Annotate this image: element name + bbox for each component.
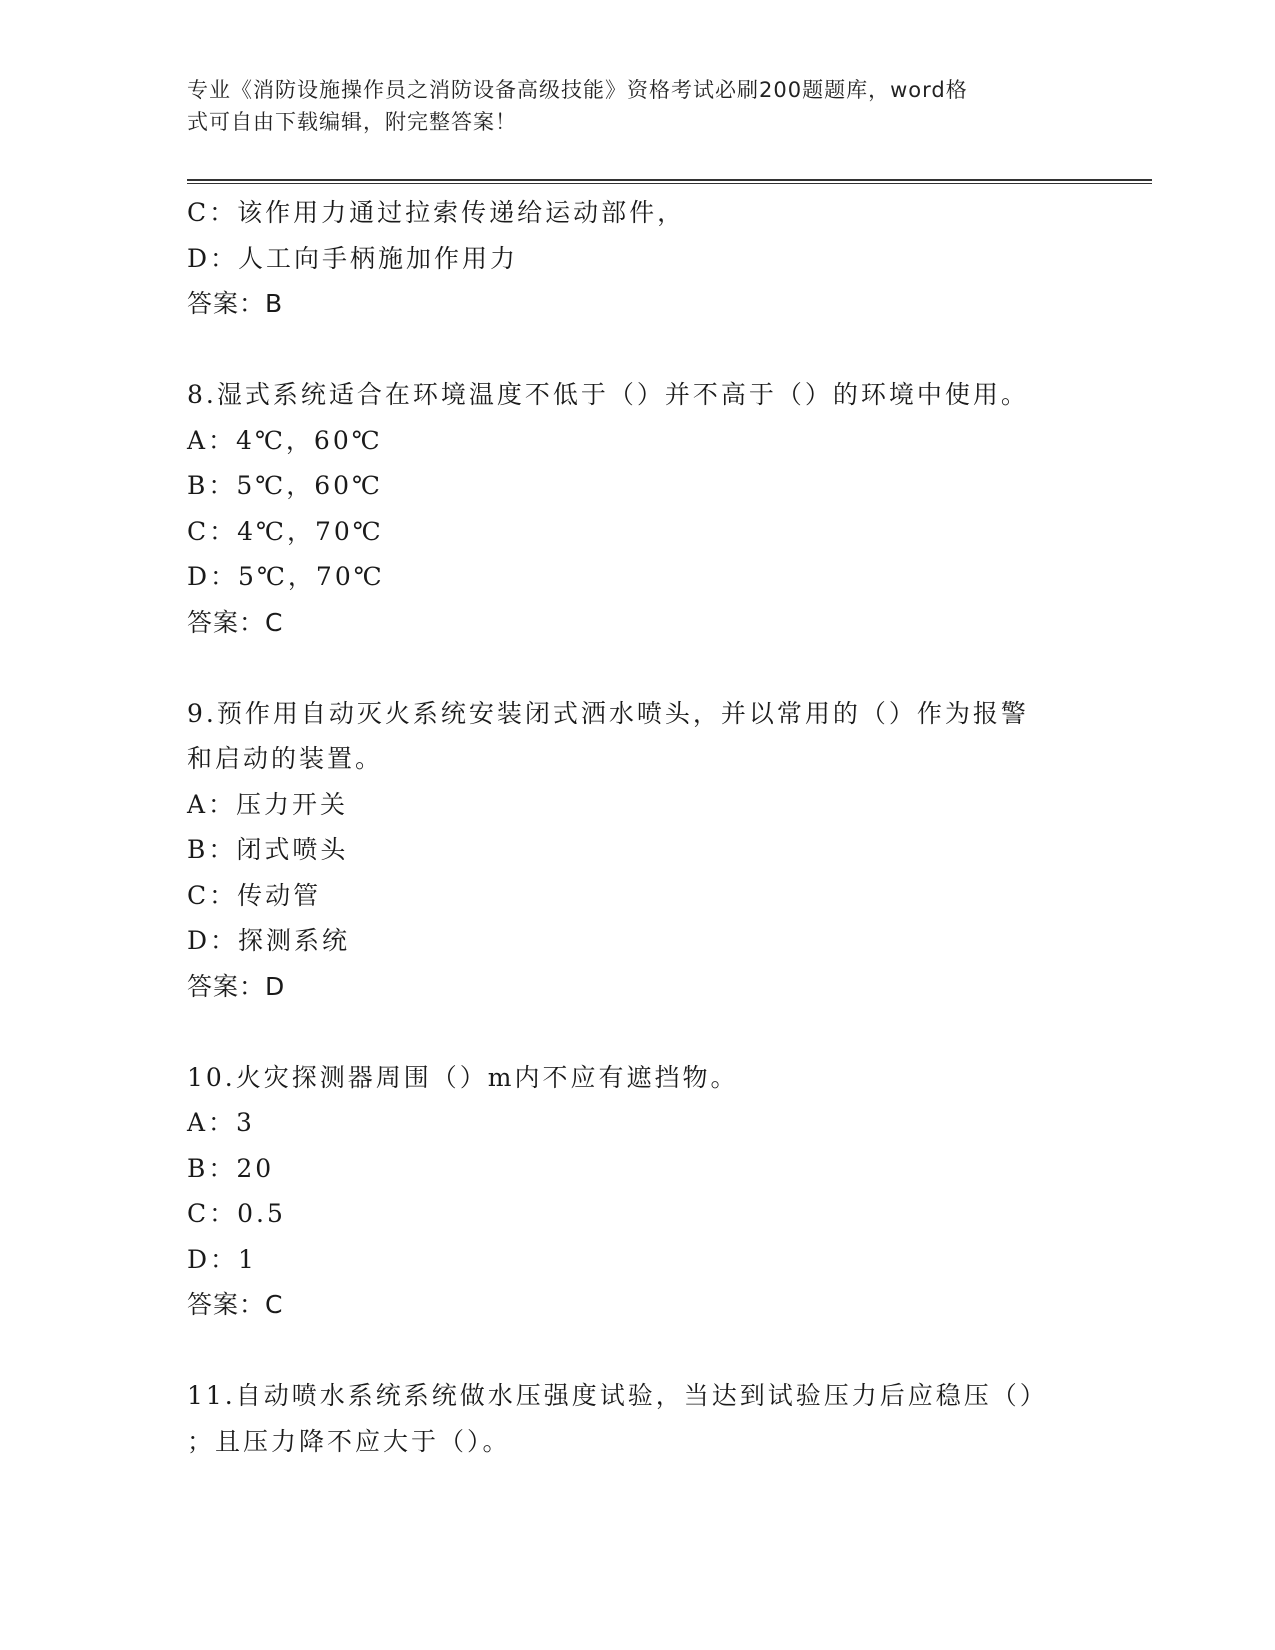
question-11	[187, 1373, 1087, 1464]
question-8	[187, 372, 1087, 645]
header-rule-thin	[187, 183, 1152, 184]
header-line-1: 专业《消防设施操作员之消防设备高级技能》资格考试必刷200题题库，word格	[187, 78, 968, 102]
question-stem: 10.火灾探测器周围（）m内不应有遮挡物。	[187, 1062, 739, 1092]
answer: 答案：C	[187, 1290, 284, 1319]
option-b: B：闭式喷头	[187, 835, 349, 864]
question-9	[187, 691, 1087, 1010]
question-stem: 8.湿式系统适合在环境温度不低于（）并不高于（）的环境中使用。	[187, 380, 1029, 409]
answer: 答案：D	[187, 971, 286, 1001]
option-a: A：压力开关	[187, 789, 349, 819]
option-a: A：4℃，60℃	[187, 425, 383, 455]
answer: 答案：C	[187, 607, 284, 637]
header-line-2: 式可自由下载编辑，附完整答案！	[187, 110, 517, 134]
option-d: D：探测系统	[187, 926, 351, 955]
option-c: C：0.5	[187, 1199, 286, 1228]
option-d: D：1	[187, 1244, 257, 1274]
question-stem-line-2: ；且压力降不应大于（）。	[187, 1426, 511, 1456]
question-stem-line-2: 和启动的装置。	[187, 744, 384, 773]
question-7-tail	[187, 190, 1087, 327]
option-a: A：3	[187, 1108, 255, 1137]
question-10	[187, 1055, 1087, 1328]
option-b: B：20	[187, 1153, 275, 1183]
answer: 答案：B	[187, 289, 284, 318]
question-stem-line-1: 11.自动喷水系统系统做水压强度试验，当达到试验压力后应稳压（）	[187, 1381, 1048, 1410]
option-c: C：4℃，70℃	[187, 516, 384, 546]
option-c: C：该作用力通过拉索传递给运动部件，	[187, 198, 686, 227]
header-rule-thick	[187, 179, 1152, 181]
question-list	[187, 190, 1087, 1464]
option-d: D：5℃，70℃	[187, 562, 385, 591]
option-d: D：人工向手柄施加作用力	[187, 243, 519, 273]
question-stem-line-1: 9.预作用自动灭火系统安装闭式洒水喷头，并以常用的（）作为报警	[187, 698, 1029, 728]
option-c: C：传动管	[187, 880, 322, 910]
option-b: B：5℃，60℃	[187, 471, 384, 500]
document-header	[187, 74, 1087, 138]
